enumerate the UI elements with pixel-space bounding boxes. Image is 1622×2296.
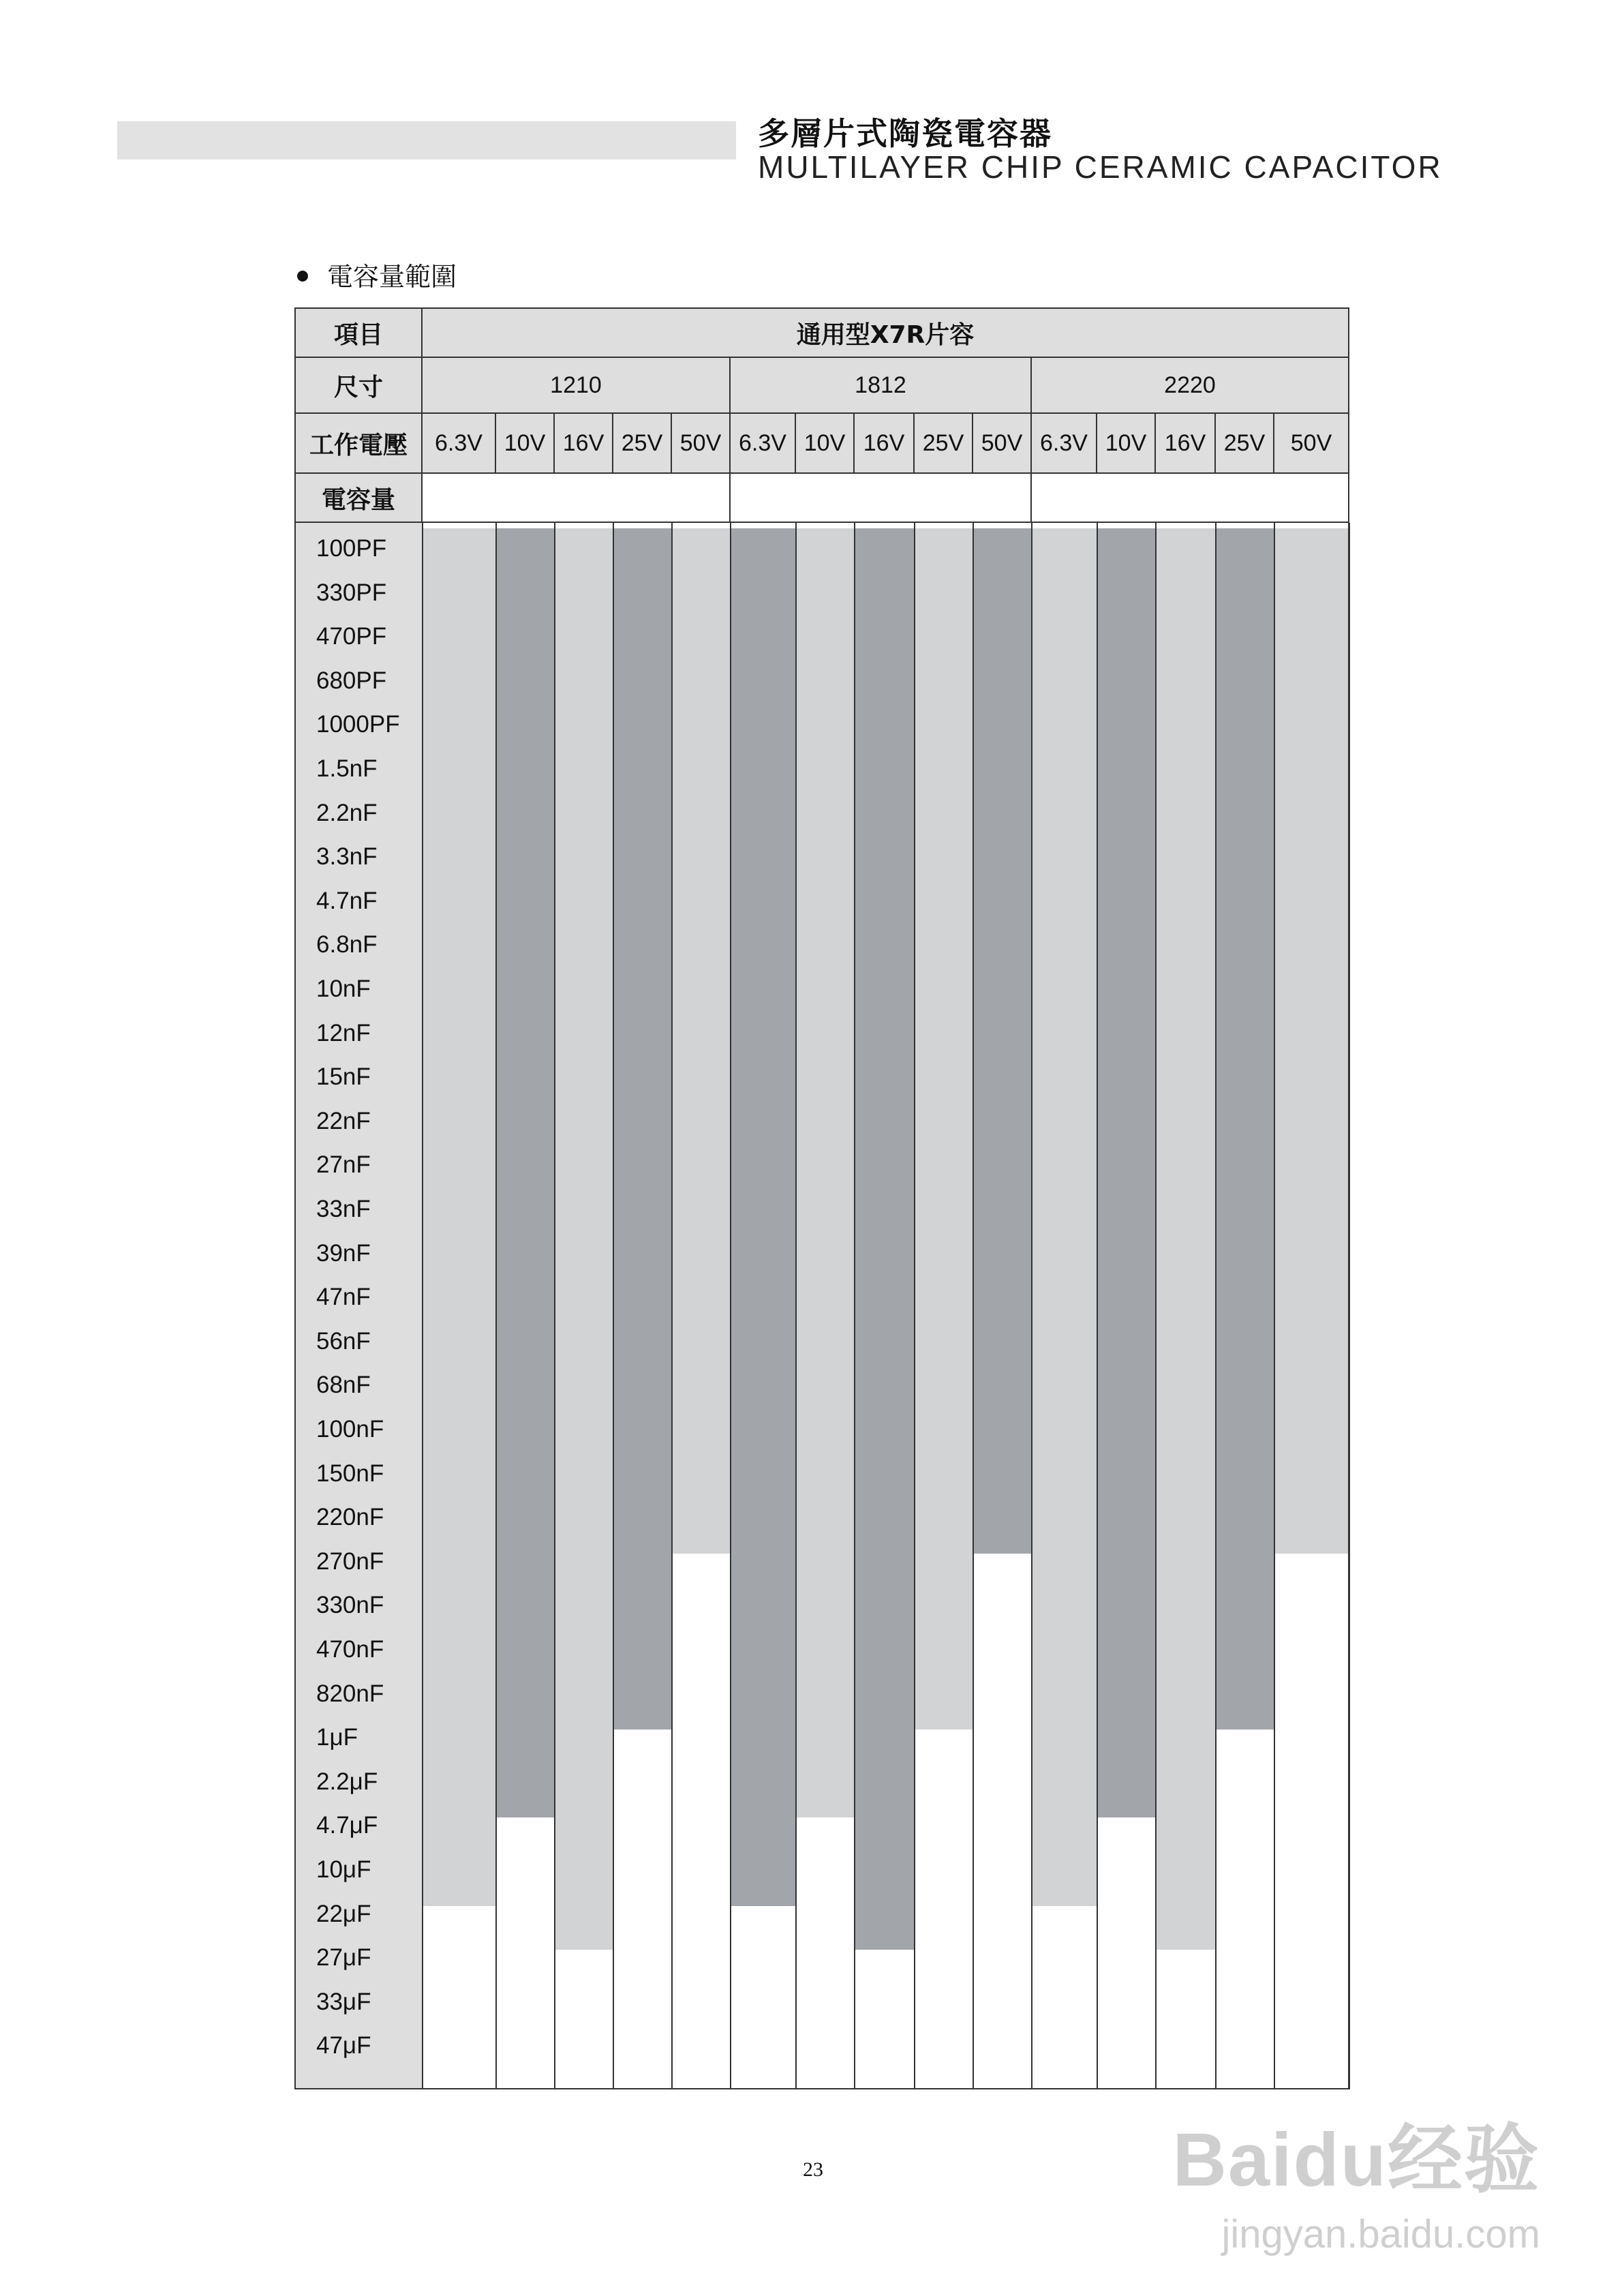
header-gray-bar <box>117 121 736 160</box>
column-divider <box>1097 523 1098 2089</box>
capacitance-label-cell: 電容量 <box>294 472 423 523</box>
capacitance-row-label: 33μF <box>316 1988 371 2015</box>
item-value-cell: 通用型X7R片容 <box>421 307 1349 358</box>
size-cell: 1210 <box>421 357 731 414</box>
column-divider <box>1215 523 1216 2089</box>
capacitance-row-label: 10nF <box>316 976 371 1002</box>
capacitance-row-label: 4.7μF <box>316 1812 378 1839</box>
capacitance-row-label: 470nF <box>316 1636 384 1663</box>
section-heading <box>297 256 457 293</box>
column-divider <box>854 523 855 2089</box>
page-number: 23 <box>803 2158 823 2181</box>
size-cell: 2220 <box>1030 357 1349 414</box>
column-divider <box>671 523 673 2089</box>
capacitance-row-label: 1000PF <box>316 711 400 738</box>
voltage-cell: 10V <box>795 412 855 474</box>
capacitance-row-label: 100nF <box>316 1416 384 1442</box>
column-divider <box>495 523 497 2089</box>
capacitance-row-label: 150nF <box>316 1460 384 1487</box>
section-title: 電容量範圍 <box>327 262 457 292</box>
capacitance-row-label: 330PF <box>316 579 387 606</box>
voltage-cell: 16V <box>1154 412 1216 474</box>
size-cell: 1812 <box>729 357 1032 414</box>
watermark-brand: Baidu经验 <box>1172 2118 1540 2202</box>
column-divider <box>730 523 731 2089</box>
capacitance-row-label: 15nF <box>316 1063 371 1091</box>
column-divider <box>795 523 797 2089</box>
capacitance-row-label: 12nF <box>316 1019 371 1046</box>
voltage-label-cell: 工作電壓 <box>294 412 423 474</box>
voltage-cell: 6.3V <box>729 412 796 474</box>
capacitance-row-label: 27nF <box>316 1151 371 1179</box>
capacitance-row-label: 3.3nF <box>316 843 378 871</box>
header-title-en: MULTILAYER CHIP CERAMIC CAPACITOR <box>758 149 1443 185</box>
capacitance-row-label: 6.8nF <box>316 931 378 958</box>
capacitance-row-label: 330nF <box>316 1592 384 1619</box>
voltage-cell: 50V <box>671 412 731 474</box>
voltage-cell: 25V <box>612 412 672 474</box>
column-divider <box>613 523 614 2089</box>
capacitance-row-label: 470PF <box>316 623 387 650</box>
capacitance-row-label: 820nF <box>316 1680 384 1707</box>
voltage-cell: 50V <box>972 412 1032 474</box>
size-label-cell: 尺寸 <box>294 357 423 414</box>
capacitance-group-cell <box>1030 472 1349 523</box>
column-divider <box>1274 523 1275 2089</box>
capacitance-row-label: 1.5nF <box>316 755 378 782</box>
watermark <box>1172 2100 1540 2257</box>
capacitance-row-label: 47μF <box>316 2032 371 2059</box>
voltage-cell: 25V <box>913 412 973 474</box>
capacitance-row-label: 56nF <box>316 1327 371 1355</box>
capacitance-row-label: 68nF <box>316 1372 371 1399</box>
capacitance-group-cell <box>729 472 1032 523</box>
watermark-url: jingyan.baidu.com <box>1221 2212 1540 2256</box>
capacitance-row-label: 1μF <box>316 1724 358 1751</box>
capacitance-row-label: 33nF <box>316 1196 371 1222</box>
capacitance-range-table <box>294 307 1349 2089</box>
capacitance-row-label: 270nF <box>316 1547 384 1575</box>
capacitance-row-label: 22μF <box>316 1900 371 1927</box>
capacitance-row-label: 2.2nF <box>316 799 378 826</box>
voltage-cell: 16V <box>553 412 613 474</box>
column-divider <box>422 523 423 2089</box>
data-area-border <box>294 522 1349 2089</box>
capacitance-row-label: 22nF <box>316 1107 371 1134</box>
capacitance-row-label: 39nF <box>316 1239 371 1267</box>
column-divider <box>914 523 915 2089</box>
voltage-cell: 6.3V <box>421 412 496 474</box>
capacitance-row-label: 100PF <box>316 535 387 562</box>
voltage-cell: 10V <box>1096 412 1156 474</box>
voltage-cell: 16V <box>853 412 915 474</box>
capacitance-row-label: 4.7nF <box>316 887 378 914</box>
capacitance-row-label: 2.2μF <box>316 1768 378 1795</box>
capacitance-group-cell <box>421 472 731 523</box>
capacitance-row-label: 47nF <box>316 1284 371 1311</box>
item-label-cell: 項目 <box>294 307 423 358</box>
column-divider <box>1349 523 1350 2089</box>
voltage-cell: 10V <box>495 412 555 474</box>
bullet-icon <box>297 271 308 282</box>
capacitance-row-label: 10μF <box>316 1856 371 1883</box>
header-title-cn: 多層片式陶瓷電容器 <box>758 115 1052 152</box>
column-divider <box>1155 523 1157 2089</box>
column-divider <box>554 523 555 2089</box>
capacitance-row-label: 680PF <box>316 667 387 694</box>
voltage-cell: 6.3V <box>1030 412 1097 474</box>
voltage-cell: 50V <box>1273 412 1349 474</box>
column-divider <box>1031 523 1032 2089</box>
capacitance-row-label: 27μF <box>316 1944 371 1972</box>
voltage-cell: 25V <box>1214 412 1274 474</box>
capacitance-row-label: 220nF <box>316 1504 384 1531</box>
column-divider <box>973 523 974 2089</box>
